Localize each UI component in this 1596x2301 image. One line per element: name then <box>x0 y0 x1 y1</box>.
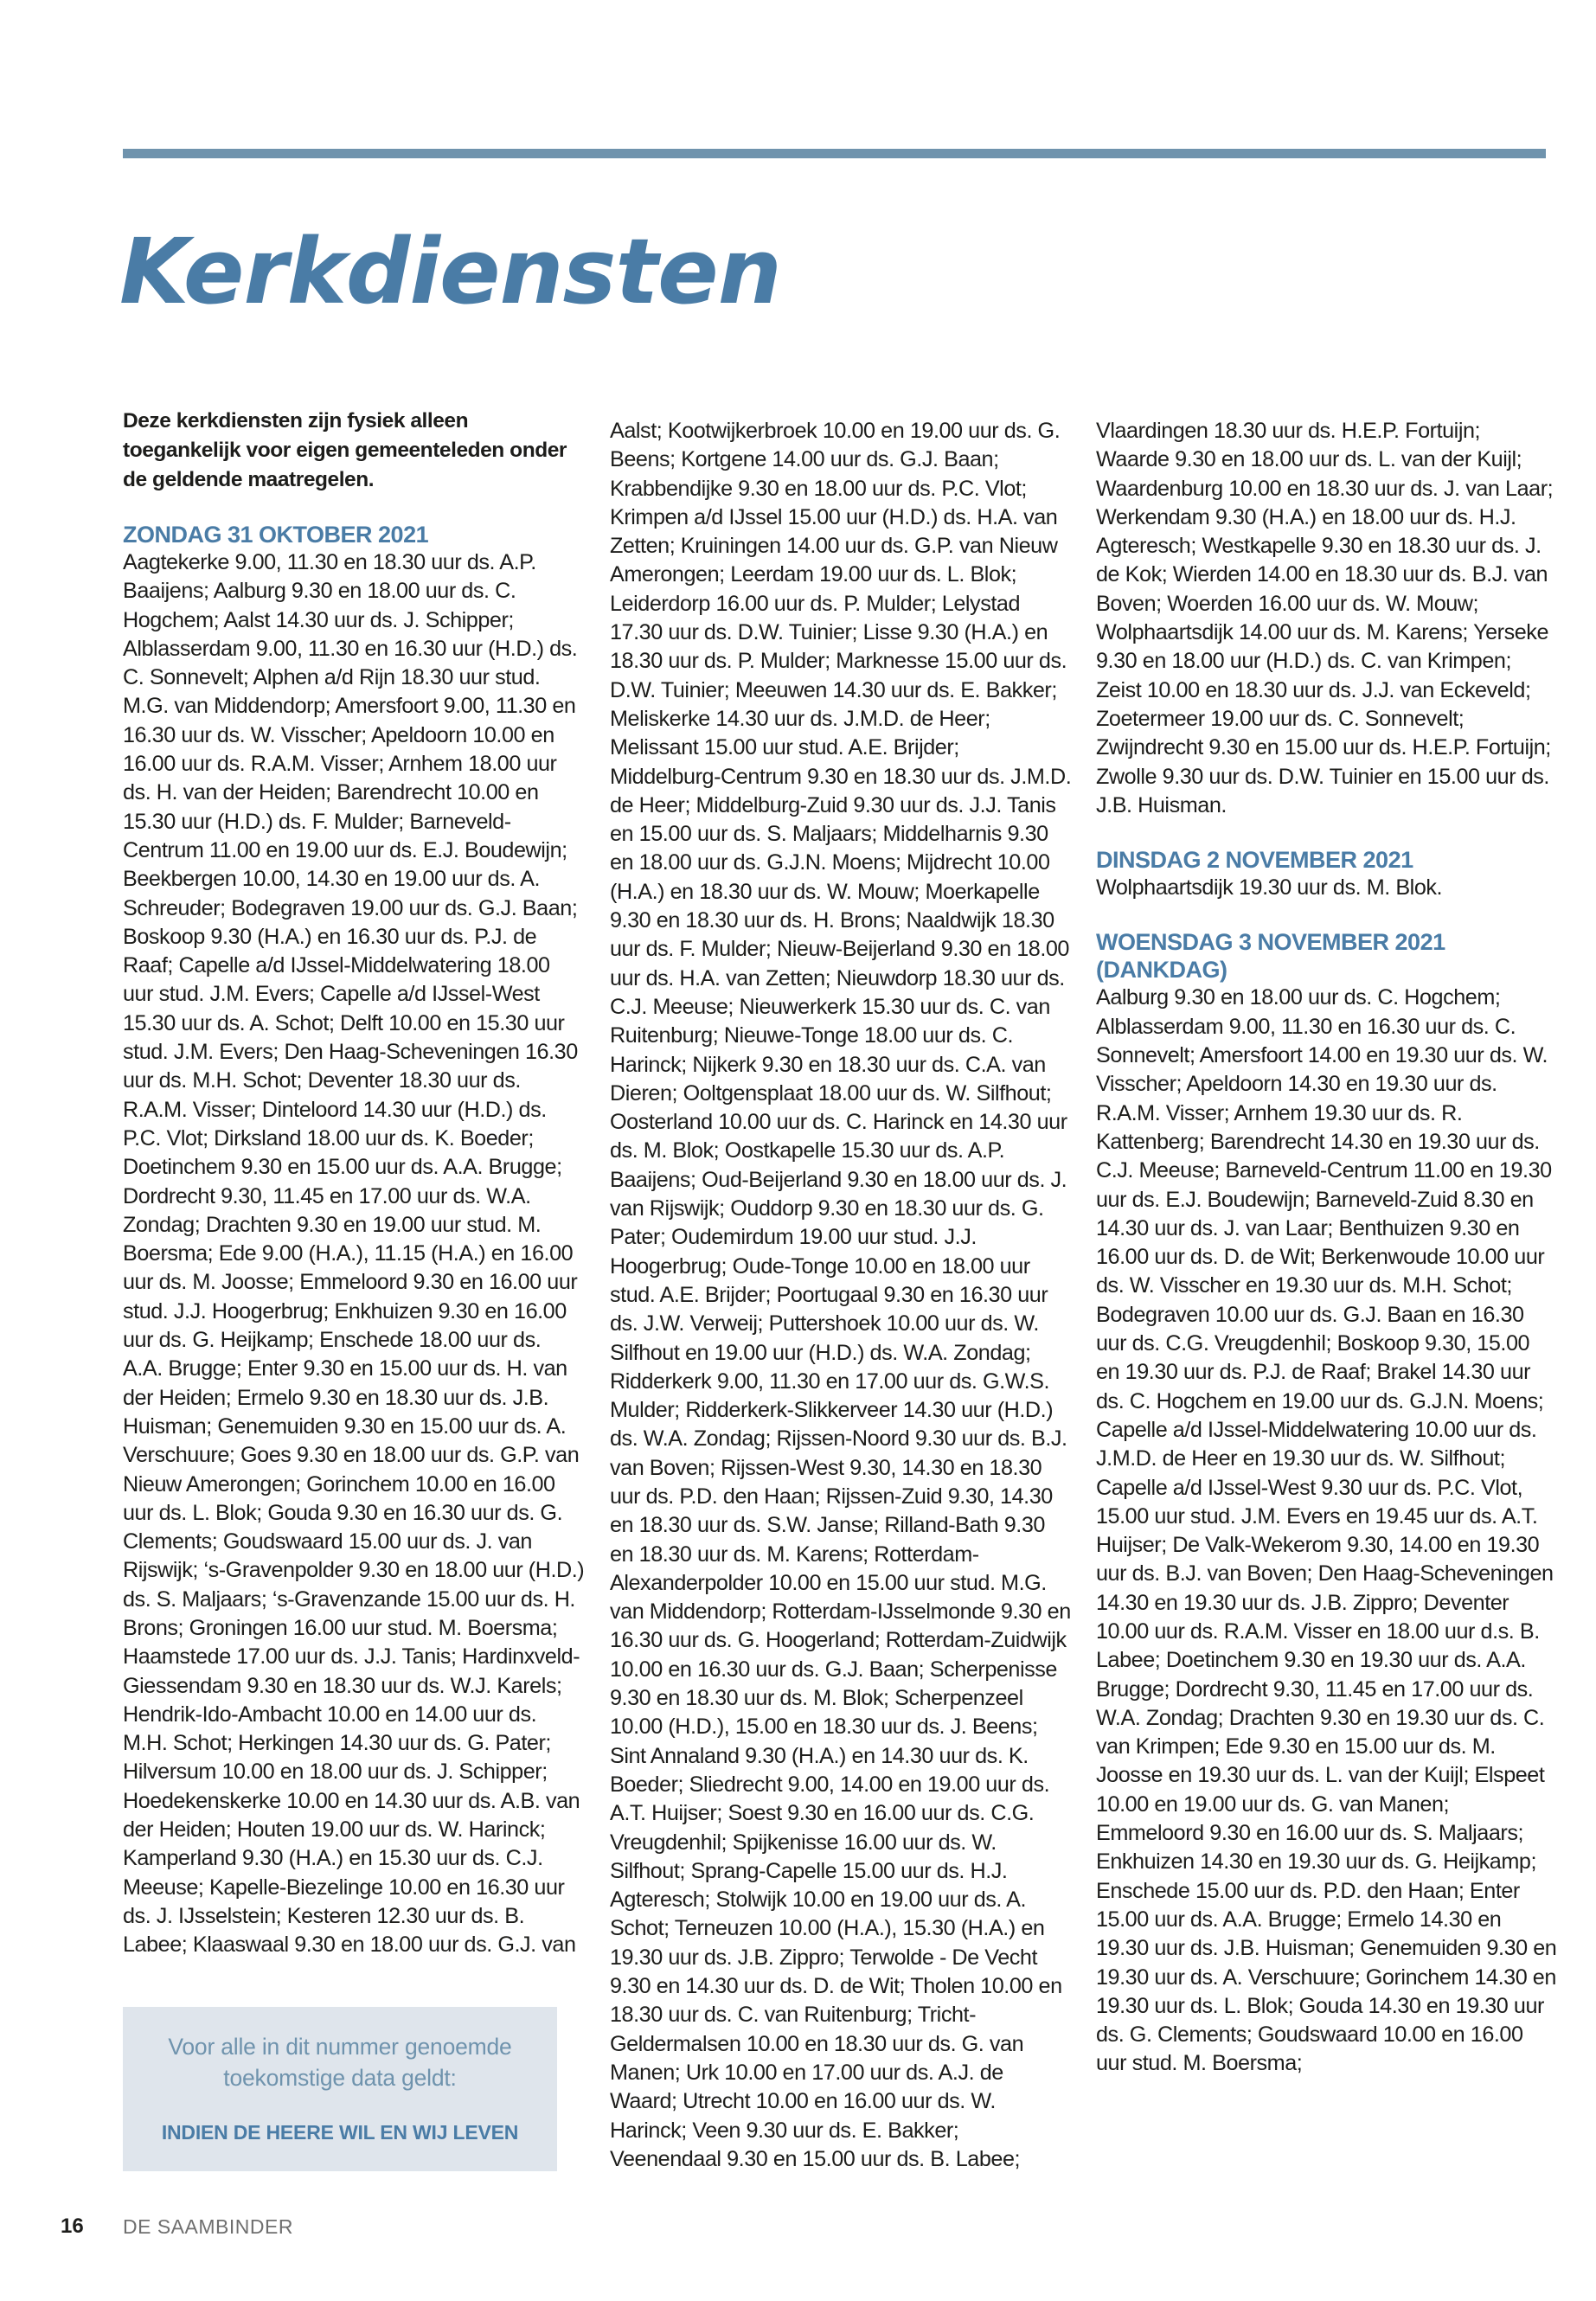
services-zondag-part-3: Vlaardingen 18.30 uur ds. H.E.P. Fortuijn; Waarde 9.30 en 18.00 uur ds. L. van der Kuijl; Waardenburg 10.00 en 18.30 uur ds. J. van Laar; Werkendam 9.30 (H.A.) en 18.00 uur ds. H.J. Agteresch; Westkapelle 9.30 en 18.30 uur ds. J. de Kok; Wierden 14.00 en 18.30 uur ds. B.J. van Boven; Woerden 16.00 uur ds. W. Mouw; Wolphaartsdijk 14.00 uur ds. M. Karens; Yerseke 9.30 en 18.00 uur (H.D.) ds. C. van Krimpen; Zeist 10.00 en 18.30 uur ds. J.J. van Eckeveld; Zoetermeer 19.00 uur ds. C. Sonnevelt; Zwijndrecht 9.30 en 15.00 uur ds. H.E.P. Fortuijn; Zwolle 9.30 uur ds. D.W. Tuinier en 15.00 uur ds. J.B. Huisman. <box>1096 419 1554 817</box>
top-rule <box>123 149 1546 158</box>
magazine-name: DE SAAMBINDER <box>123 2215 293 2238</box>
notice-line-3: INDIEN DE HEERE WIL EN WIJ LEVEN <box>161 2121 519 2144</box>
services-zondag-part-1: Aagtekerke 9.00, 11.30 en 18.30 uur ds. A.P. Baaijens; Aalburg 9.30 en 18.00 uur ds. C. Hogchem; Aalst 14.30 uur ds. J. Schipper; Alblasserdam 9.00, 11.30 en 16.30 uur (H.D.) ds. C. Sonnevelt; Alphen a/d Rijn 18.30 uur stud. M.G. van Middendorp; Amersfoort 9.00, 11.30 en 16.30 uur ds. W. Visscher; Apeldoorn 10.00 en 16.00 uur ds. R.A.M. Visser; Arnhem 18.00 uur ds. H. van der Heiden; Barendrecht 10.00 en 15.30 uur (H.D.) ds. F. Mulder; Barneveld-Centrum 11.00 en 19.00 uur ds. E.J. Boudewijn; Beekbergen 10.00, 14.30 en 19.00 uur ds. A. Schreuder; Bodegraven 19.00 uur ds. G.J. Baan; Boskoop 9.30 (H.A.) en 16.30 uur ds. P.J. de Raaf; Capelle a/d IJssel-Middelwatering 18.00 uur stud. J.M. Evers; Capelle a/d IJssel-West 15.30 uur ds. A. Schot; Delft 10.00 en 15.30 uur stud. J.M. Evers; Den Haag-Scheveningen 16.30 uur ds. M.H. Schot; Deventer 18.30 uur ds. R.A.M. Visser; Dinteloord 14.30 uur (H.D.) ds. P.C. Vlot; Dirksland 18.00 uur ds. K. Boeder; Doetinchem 9.30 en 15.00 uur ds. A.A. Brugge; Dordrecht 9.30, 11.45 en 17.00 uur ds. W.A. Zondag; Drachten 9.30 en 19.00 uur stud. M. Boersma; Ede 9.00 (H.A.), 11.15 (H.A.) en 16.00 uur ds. M. Joosse; Emmeloord 9.30 en 16.00 uur stud. J.J. Hoogerbrug; Enkhuizen 9.30 en 16.00 uur ds. G. Heijkamp; Enschede 18.00 uur ds. A.A. Brugge; Enter 9.30 en 15.00 uur ds. H. van der Heiden; Ermelo 9.30 en 18.30 uur ds. J.B. Huisman; Genemuiden 9.30 en 15.00 uur ds. A. Verschuure; Goes 9.30 en 18.00 uur ds. G.P. van Nieuw Amerongen; Gorinchem 10.00 en 16.00 uur ds. L. Blok; Gouda 9.30 en 16.30 uur ds. G. Clements; Goudswaard 15.00 uur ds. J. van Rijswijk; ‘s-Gravenpolder 9.30 en 18.00 uur (H.D.) ds. S. Maljaars; ‘s-Gravenzande 15.00 uur ds. H. Brons; Groningen 16.00 uur stud. M. Boersma; Haamstede 17.00 uur ds. J.J. Tanis; Hardinxveld-Giessendam 9.30 en 18.30 uur ds. W.J. Karels; Hendrik-Ido-Ambacht 10.00 en 14.00 uur ds. M.H. Schot; Herkingen 14.30 uur ds. G. Pater; Hilversum 10.00 en 18.00 uur ds. J. Schipper; Hoedekenskerke 10.00 en 14.30 uur ds. A.B. van der Heiden; Houten 19.00 uur ds. W. Harinck; Kamperland 9.30 (H.A.) en 15.30 uur ds. C.J. Meeuse; Kapelle-Biezelinge 10.00 en 16.30 uur ds. J. IJsselstein; Kesteren 12.30 uur ds. B. Labee; Klaaswaal 9.30 en 18.00 uur ds. G.J. van <box>123 550 585 1958</box>
column-3 <box>1096 417 1558 2186</box>
services-zondag-part-2: Aalst; Kootwijkerbroek 10.00 en 19.00 uur ds. G. Beens; Kortgene 14.00 uur ds. G.J. Baan; Krabbendijke 9.30 en 18.00 uur ds. P.C. Vlot; Krimpen a/d IJssel 15.00 uur (H.D.) ds. H.A. van Zetten; Kruiningen 14.00 uur ds. G.P. van Nieuw Amerongen; Leerdam 19.00 uur ds. L. Blok; Leiderdorp 16.00 uur ds. P. Mulder; Lelystad 17.30 uur ds. D.W. Tuinier; Lisse 9.30 (H.A.) en 18.30 uur ds. P. Mulder; Marknesse 15.00 uur ds. D.W. Tuinier; Meeuwen 14.30 uur ds. E. Bakker; Meliskerke 14.30 uur ds. J.M.D. de Heer; Melissant 15.00 uur stud. A.E. Brijder; Middelburg-Centrum 9.30 en 18.30 uur ds. J.M.D. de Heer; Middelburg-Zuid 9.30 uur ds. J.J. Tanis en 15.00 uur ds. S. Maljaars; Middelharnis 9.30 en 18.00 uur ds. G.J.N. Moens; Mijdrecht 10.00 (H.A.) en 18.30 uur ds. W. Mouw; Moerkapelle 9.30 en 18.30 uur ds. H. Brons; Naaldwijk 18.30 uur ds. F. Mulder; Nieuw-Beijerland 9.30 en 18.00 uur ds. H.A. van Zetten; Nieuwdorp 18.30 uur ds. C.J. Meeuse; Nieuwerkerk 15.30 uur ds. C. van Ruitenburg; Nieuwe-Tonge 18.00 uur ds. C. Harinck; Nijkerk 9.30 en 18.30 uur ds. C.A. van Dieren; Ooltgensplaat 18.00 uur ds. W. Silfhout; Oosterland 10.00 uur ds. C. Harinck en 14.30 uur ds. M. Blok; Oostkapelle 15.30 uur ds. A.P. Baaijens; Oud-Beijerland 9.30 en 18.00 uur ds. J. van Rijswijk; Ouddorp 9.30 en 18.30 uur ds. G. Pater; Oudemirdum 19.00 uur stud. J.J. Hoogerbrug; Oude-Tonge 10.00 en 18.00 uur stud. A.E. Brijder; Poortugaal 9.30 en 16.30 uur ds. J.W. Verweij; Puttershoek 10.00 uur ds. W. Silfhout en 19.00 uur (H.D.) ds. W.A. Zondag; Ridderkerk 9.00, 11.30 en 17.00 uur ds. G.W.S. Mulder; Ridderkerk-Slikkerveer 14.30 uur (H.D.) ds. W.A. Zondag; Rijssen-Noord 9.30 uur ds. B.J. van Boven; Rijssen-West 9.30, 14.30 en 18.30 uur ds. P.D. den Haan; Rijssen-Zuid 9.30, 14.30 en 18.30 uur ds. S.W. Janse; Rilland-Bath 9.30 en 18.30 uur ds. M. Karens; Rotterdam-Alexanderpolder 10.00 en 15.00 uur stud. M.G. van Middendorp; Rotterdam-IJsselmonde 9.30 en 16.30 uur ds. G. Hoogerland; Rotterdam-Zuidwijk 10.00 en 16.30 uur ds. G.J. Baan; Scherpenisse 9.30 en 18.30 uur ds. M. Blok; Scherpenzeel 10.00 (H.D.), 15.00 en 18.30 uur ds. J. Beens; Sint Annaland 9.30 (H.A.) en 14.30 uur ds. K. Boeder; Sliedrecht 9.00, 14.00 en 19.00 uur ds. A.T. Huijser; Soest 9.30 en 16.00 uur ds. C.G. Vreugdenhil; Spijkenisse 16.00 uur ds. W. Silfhout; Sprang-Capelle 15.00 uur ds. H.J. Agteresch; Stolwijk 10.00 en 19.00 uur ds. A. Schot; Terneuzen 10.00 (H.A.), 15.30 (H.A.) en 19.30 uur ds. J.B. Zippro; Terwolde - De Vecht 9.30 en 14.30 uur ds. D. de Wit; Tholen 10.00 en 18.30 uur ds. C. van Ruitenburg; Tricht-Geldermalsen 10.00 en 18.30 uur ds. G. van Manen; Urk 10.00 en 17.00 uur ds. A.J. de Waard; Utrecht 10.00 en 16.00 uur ds. W. Harinck; Veen 9.30 uur ds. E. Bakker; Veenendaal 9.30 en 15.00 uur ds. B. Labee; <box>610 419 1072 2171</box>
intro-text: Deze kerkdiensten zijn fysiek alleen toegankelijk voor eigen gemeenteleden onder de geldende maatregelen. <box>123 409 567 491</box>
page-number: 16 <box>61 2214 84 2238</box>
column-1 <box>123 407 585 1972</box>
heading-woensdag-label: (DANKDAG) <box>1096 957 1227 984</box>
heading-woensdag-date: WOENSDAG 3 NOVEMBER 2021 <box>1096 929 1445 956</box>
notice-line-2: toekomstige data geldt: <box>223 2065 457 2091</box>
notice-box <box>123 2007 557 2171</box>
page-title: Kerkdiensten <box>119 219 781 324</box>
heading-woensdag <box>1096 928 1558 984</box>
services-woensdag: Aalburg 9.30 en 18.00 uur ds. C. Hogchem; Alblasserdam 9.00, 11.30 en 16.30 uur ds. C. Sonnevelt; Amersfoort 14.00 en 19.30 uur ds. W. Visscher; Apeldoorn 14.30 en 19.30 uur ds. R.A.M. Visser; Arnhem 19.30 uur ds. R. Kattenberg; Barendrecht 14.30 en 19.30 uur ds. C.J. Meeuse; Barneveld-Centrum 11.00 en 19.30 uur ds. E.J. Boudewijn; Barneveld-Zuid 8.30 en 14.30 uur ds. J. van Laar; Benthuizen 9.30 en 16.00 uur ds. D. de Wit; Berkenwoude 10.00 uur ds. W. Visscher en 19.30 uur ds. M.H. Schot; Bodegraven 10.00 uur ds. G.J. Baan en 16.30 uur ds. C.G. Vreugdenhil; Boskoop 9.30, 15.00 en 19.30 uur ds. P.J. de Raaf; Brakel 14.30 uur ds. C. Hogchem en 19.00 uur ds. G.J.N. Moens; Capelle a/d IJssel-Middelwatering 10.00 uur ds. J.M.D. de Heer en 19.30 uur ds. W. Silfhout; Capelle a/d IJssel-West 9.30 uur ds. P.C. Vlot, 15.00 uur stud. J.M. Evers en 19.45 uur ds. A.T. Huijser; De Valk-Wekerom 9.30, 14.00 en 19.30 uur ds. B.J. van Boven; Den Haag-Scheveningen 14.30 en 19.30 uur ds. J.B. Zippro; Deventer 10.00 uur ds. R.A.M. Visser en 18.00 uur d.s. B. Labee; Doetinchem 9.30 en 19.30 uur ds. A.A. Brugge; Dordrecht 9.30, 11.45 en 17.00 uur ds. W.A. Zondag; Drachten 9.30 en 19.30 uur ds. C. van Krimpen; Ede 9.30 en 15.00 uur ds. M. Joosse en 19.30 uur ds. L. van der Kuijl; Elspeet 10.00 en 19.00 uur ds. G. van Manen; Emmeloord 9.30 en 16.00 uur ds. S. Maljaars; Enkhuizen 14.30 en 19.30 uur ds. G. Heijkamp; Enschede 15.00 uur ds. P.D. den Haan; Enter 15.00 uur ds. A.A. Brugge; Ermelo 14.30 en 19.30 uur ds. J.B. Huisman; Genemuiden 9.30 en 19.30 uur ds. A. Verschuure; Gorinchem 14.30 en 19.30 uur ds. L. Blok; Gouda 14.30 en 19.30 uur ds. G. Clements; Goudswaard 10.00 en 16.00 uur stud. M. Boersma; <box>1096 985 1557 2076</box>
column-2 <box>610 417 1072 2186</box>
heading-zondag: ZONDAG 31 OKTOBER 2021 <box>123 522 429 548</box>
notice-line-1: Voor alle in dit nummer genoemde <box>168 2034 512 2060</box>
heading-dinsdag: DINSDAG 2 NOVEMBER 2021 <box>1096 847 1413 874</box>
services-dinsdag: Wolphaartsdijk 19.30 uur ds. M. Blok. <box>1096 875 1443 901</box>
